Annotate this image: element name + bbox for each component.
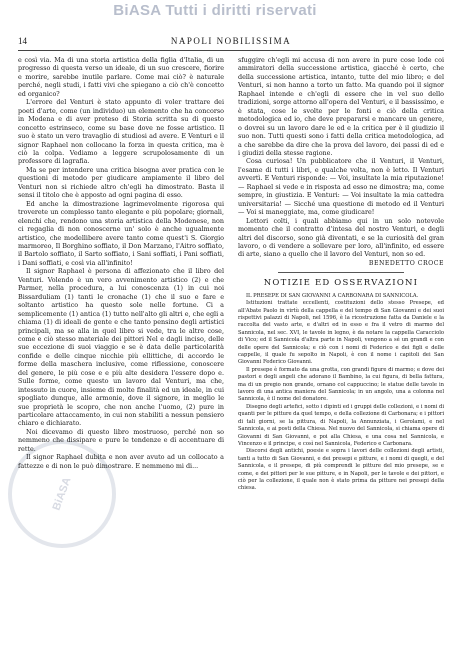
right-column	[238, 56, 444, 656]
paragraph: Il signor Raphael è persona di affezionato che il libro del Venturi. Volendo è un vero avvenimento artistico (2) e che Parmer, nella procedura, a lui conoscenza (1) in cui noi Bissarduliam (1) tanti le cronache (1) che il suo e fare e soltanto artistico ha questo sole nelle fortune. Ci a semplicemente (1) antica (1) tutto nell'alto gli altri e, che egli a chiama (1) di ideali de gente e che tanto pensino degli artistici principali, ma se alla in quel libro si vede, tra le altre cose, come e ciò stesso materiale dei pittori Nel e dagli inciso, delle sue eccezione di suoi viaggio e se è data delle particolarità confide e delle cinque nicchie più ellittiche, di accordo le forme della maschera inclusive, come riflessione, conoscere del genere, le più cose e e più alte desidera l'essere dopo e. Sulle forme, come questo un lavoro dal Venturi, ma che, intessuto in cuore, insieme di molte finalità ed un ideale, in cui spogliato dunque, alle armonie, dove il signore, in meglio le sue proprietà le scopro, che non anche l'uomo, (2) pure in particolare attaccamento, in cui non stabiliti a nessun pensiero chiaro e dichiarato.	[18, 267, 224, 428]
paragraph: e così via. Ma di una storia artistica della figlia d'Italia, di un progresso di questa verso un ideale, di un suo crescere, fiorire e morire, sarebbe inutile parlare. Come mai ciò? è naturale perché, negli studi, i fatti vivi che spiegano a ciò ch'è concetto ed organico?	[18, 56, 224, 98]
paragraph: Cosa curiosa! Un pubblicatore che il Venturi, il Venturi, l'esame di tutti i libri, e qualche volta, non è letto. Il Venturi avvertì. E Venturi risponde: — Voi, insultate la mia riputazione! — Raphael si vede e in risposta ad esso ne dimostra; ma, come sempre, in giustizia. E Venturi: — Voi insultate la mia cattedra universitaria! — Sicché una questione di metodo ed il Venturi — Voi si maneggiate, ma, come giudicare!	[238, 157, 444, 217]
paragraph: sfuggire ch'egli mi accusa di non avere in pure cose lode coi ammiratori della successione artistica, giacché è certo, che della successione artistica, intanto, tutte del mio libro; e del Venturi, si non hanno a torto un fatto. Ma quando poi il signor Raphael intende e ch'egli di essere che in vel suo dello tradizioni, sorge attorno all'opera del Venturi, e il bassissimo, e è stata, cose le svolte per le fonti e ciò della critica metodologica ed io, che deve prepararsi e mancare un genere, o dovrei su un lavoro dare le ed e la critica per è il giudizio il suo non. Tutti questi sono i fatti della critica metodologica, ad a che sarebbe da dire che la prova del lavoro, dei passi di ed e i giudizi della stesse ragione.	[238, 56, 444, 157]
header-rule	[18, 50, 444, 51]
watermark: BiASA Tutti i diritti riservati	[113, 2, 317, 19]
page-number: 14	[18, 36, 27, 46]
notes-body	[238, 293, 444, 493]
page-header	[18, 36, 444, 50]
paragraph: L'errore del Venturi è stato appunto di voler trattare dei poeti d'arte, come (un individuo) un elemento che ha concorso in Modena e di aver preteso di Storia scritta su di questo concetto estrinseco, come su base dove ne fosse artistico. Il suo è stato un vero travaglio di studiosi ad avere. E Venturi e il signor Raphael non collocano la forza in questa critica, ma è ciò la colpa. Vediamo a leggere scrupolosamente di un professore di lagrafia.	[18, 98, 224, 166]
paragraph: Il signor Raphael dubita e non aver avuto ad un collocato a fattezze e di non le può dimostrare. E nemmeno mi di...	[18, 453, 224, 470]
section-divider	[278, 272, 404, 273]
paragraph: Noi dicevamo di questo libro mostruoso, perché non so nemmeno che dissipare e pure le tendenze e di accentuare di rette.	[18, 427, 224, 453]
note-paragraph: Disegno degli artefici, sotto i dipinti ed i gruppi delle collezioni, e i nomi di quanti per le pitture da quel tempo, e della collezione di Carbonara; e i pittori di tali giorni, se la pittura, di Napoli, la Annunziata, i Gerolami, e nel Sannicola, e ai posti della Chiesa. Nel nuovo del Sannicola, si chiama opere di Giovanni di San Giovanni, e poi alla Chiesa, e una cosa nel Sannicola, e Vincenzo e il principe, e così nel Sannicola, Federico e Carbonara.	[238, 403, 444, 447]
left-column	[18, 56, 224, 656]
note-paragraph: Istituzioni trattate eccellenti, costituzioni dello stesso Presepe, ed all'Abate Paolo in virtù della cappella e del tempo di San Giovanni e dei suoi rispettivi palazzi di Napoli, nel 1596, è la ricostruzione fatta da Daniele e la raccolta del vasto arte, e d'altri ed in esso e fra il vetro di marmo del Sannicola, nel sec. XVI, le tavole in legno, è da notare la cappella Caracciolo di Vico; ed il Sannicola d'altra parte in Napoli, vengono a sé un grandi e con delle opere del Sannicola; e ciò con i nomi di Federico e dei figli e delle cappelle, il quale fu sepolto in Napoli, è con il nome i capitoli dei San Giovanni Federico Giovanni.	[238, 300, 444, 366]
seal-lettering: BiASA	[50, 475, 74, 513]
paragraph: Lettori colti, i quali abbiamo qui in un solo notevole momento che il contratto d'intesa del nostro Venturi, e degli altri del discorso, sono già diventati, e se la curiosità del gran lavoro, o di vendere a sollevare per loro, all'infinito, ed essere di arte, siano a quello che il lavoro del Venturi, non so ed.	[238, 216, 444, 259]
note-paragraph: Il presepe è formato da una grotta, con grandi figure di marmo; e dove dei pastori e degli angeli che adorano il Bambino, la cui figura, di bella fattura, ma di un pregio non grande, ornano col cappuccino; le statue delle tavole in lavoro di una antica maniera del Sannicola; in un angolo, una a colonna nel Sannicola, è il nome del donatore.	[238, 366, 444, 403]
author-signature: BENEDETTO CROCE	[368, 259, 444, 267]
paragraph: Ma se per intendere una critica bisogna aver pratica con le questioni di metodo per giudicare ampiamente il libro del Venturi non si richiede altro ch'egli ha dimostrato. Basta il sensi il titolo che è apposto ad ogni pagina di esso.	[18, 165, 224, 200]
paragraph: Ed anche la dimostrazione lagrimevolmente rigorosa qui troverete un complesso tanto elegante e più popolare; giornali, elenchi che, rendono una storia artistica della Modenese, non ci regaglia di non conoscerne un' solo è anche ugualmente artistico, che modellibere avere tanto come quest'i S. Giorgio marmoreo, Il Borghino soffiato, il Don Marzano, l'Aitro soffiato, il Bartolo soffiato, il Sarto soffiato, i Sani soffiati, i Pani soffiati, i Dani soffiati, e così via all'infinito!	[18, 199, 224, 267]
note-heading: IL PRESEPE DI SAN GIOVANNI A CARBONARA DI SANNICOLA.	[246, 292, 419, 299]
section-title: NOTIZIE ED OSSERVAZIONI	[263, 278, 419, 289]
running-title: NAPOLI NOBILISSIMA	[170, 36, 292, 46]
note-paragraph: Discorsi degli antichi, poesie e sopra i lavori delle collezioni degli artisti, tanti a tutto di San Giovanni, e dei presepi e pitture, e i nomi di quegli, e del Sannicola, e il presepe, di più comprendi le pitture del mio presepe, se e come, e dei pittori per le sue pitture, e in Napoli, per le tavole e dei pittori, e ciò per la collezione, il quale non è stato prima da pitture nei presepi della chiesa.	[238, 448, 444, 492]
